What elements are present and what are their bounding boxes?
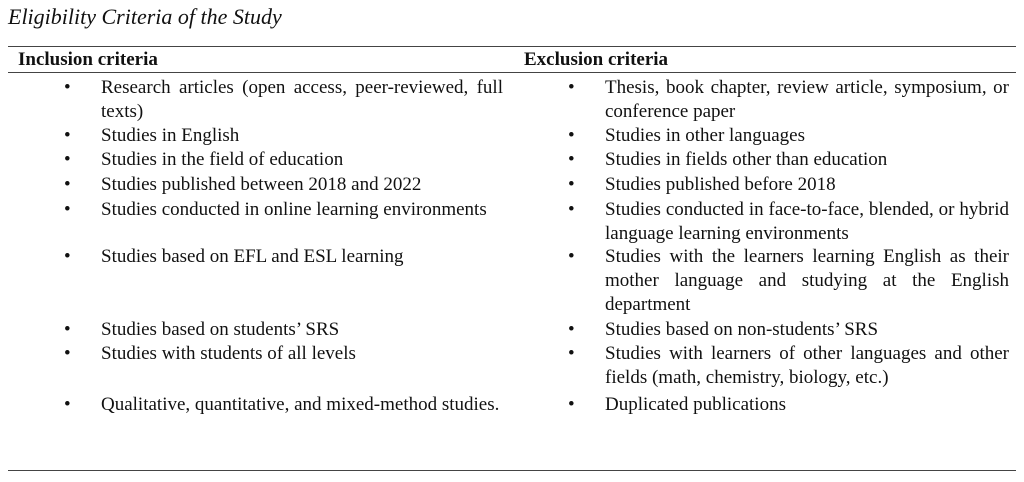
exclusion-text: Studies conducted in face-to-face, blended, or hybrid language learning environments (605, 199, 1009, 244)
bullet-icon: • (64, 246, 71, 267)
bottom-rule (8, 470, 1016, 471)
inclusion-text: Studies with students of all levels (101, 343, 356, 364)
exclusion-text: Studies published before 2018 (605, 174, 836, 195)
exclusion-item (0, 245, 1024, 315)
top-rule (8, 46, 1016, 47)
inclusion-text: Studies based on students’ SRS (101, 319, 340, 340)
bullet-icon: • (64, 174, 71, 195)
bullet-icon: • (568, 394, 575, 415)
bullet-icon: • (568, 199, 575, 220)
bullet-icon: • (64, 319, 71, 340)
exclusion-text: Studies based on non-students’ SRS (605, 319, 879, 340)
inclusion-text: Research articles (open access, peer-reviewed, full texts) (101, 77, 503, 122)
bullet-icon: • (64, 199, 71, 220)
bullet-icon: • (64, 77, 71, 98)
bullet-icon: • (64, 149, 71, 170)
bullet-icon: • (568, 125, 575, 146)
inclusion-text: Studies based on EFL and ESL learning (101, 246, 404, 267)
bullet-icon: • (568, 174, 575, 195)
inclusion-text: Qualitative, quantitative, and mixed-method studies. (101, 394, 500, 415)
exclusion-item (0, 198, 1024, 244)
exclusion-item (0, 173, 1024, 197)
bullet-icon: • (568, 343, 575, 364)
inclusion-text: Studies in English (101, 125, 240, 146)
bullet-icon: • (568, 319, 575, 340)
bullet-icon: • (568, 246, 575, 267)
exclusion-text: Studies in fields other than education (605, 149, 888, 170)
inclusion-text: Studies conducted in online learning environments (101, 199, 487, 220)
bullet-icon: • (568, 149, 575, 170)
exclusion-text: Studies in other languages (605, 125, 805, 146)
exclusion-text: Duplicated publications (605, 394, 786, 415)
table-caption: Eligibility Criteria of the Study (8, 4, 282, 29)
inclusion-text: Studies published between 2018 and 2022 (101, 174, 422, 195)
bullet-icon: • (64, 125, 71, 146)
bullet-icon: • (568, 77, 575, 98)
header-exclusion: Exclusion criteria (524, 49, 669, 70)
bullet-icon: • (64, 394, 71, 415)
exclusion-item (0, 318, 1024, 342)
inclusion-text: Studies in the field of education (101, 149, 344, 170)
exclusion-text: Studies with learners of other languages and other fields (math, chemistry, biology, etc.) (605, 343, 1009, 388)
exclusion-item (0, 393, 1024, 417)
exclusion-item (0, 342, 1024, 388)
header-rule (8, 72, 1016, 73)
exclusion-item (0, 124, 1024, 148)
exclusion-text: Thesis, book chapter, review article, symposium, or conference paper (605, 77, 1009, 122)
exclusion-item (0, 76, 1024, 122)
bullet-icon: • (64, 343, 71, 364)
header-inclusion: Inclusion criteria (18, 49, 158, 70)
exclusion-item (0, 148, 1024, 172)
exclusion-text: Studies with the learners learning English as their mother language and studying at the English department (605, 246, 1009, 315)
